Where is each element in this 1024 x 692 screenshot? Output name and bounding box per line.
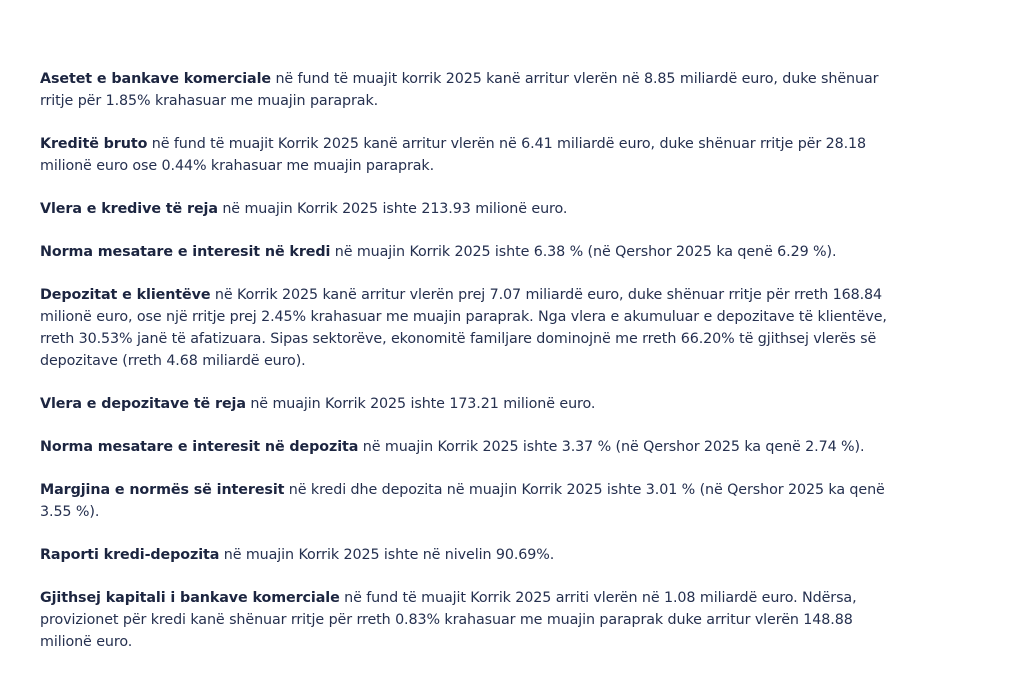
paragraph-heading: Depozitat e klientëve: [40, 287, 211, 303]
paragraph-loan-interest-rate: [40, 241, 900, 263]
paragraph-heading: Kreditë bruto: [40, 136, 148, 152]
paragraph-new-deposits: [40, 393, 900, 415]
paragraph-gross-loans: [40, 133, 900, 177]
paragraph-heading: Raporti kredi-depozita: [40, 547, 220, 563]
paragraph-client-deposits: [40, 284, 900, 372]
paragraph-heading: Asetet e bankave komerciale: [40, 71, 272, 87]
paragraph-text: në fund të muajit korrik 2025 kanë arritur vlerën në 8.85 miliardë euro, duke shënuar rritje për 1.85% krahasuar me muajin paraprak.: [40, 71, 879, 109]
paragraph-text: në muajin Korrik 2025 ishte në nivelin 90.69%.: [219, 547, 555, 563]
paragraph-text: në fund të muajit Korrik 2025 kanë arritur vlerën në 6.41 miliardë euro, duke shënuar rritje për 28.18 milionë euro ose 0.44% krahasuar me muajin paraprak.: [40, 136, 867, 174]
paragraph-heading: Norma mesatare e interesit në kredi: [40, 244, 331, 260]
article-body: [40, 68, 900, 674]
paragraph-interest-margin: [40, 479, 900, 523]
paragraph-text: në muajin Korrik 2025 ishte 3.37 % (në Qershor 2025 ka qenë 2.74 %).: [358, 439, 865, 455]
paragraph-text: në fund të muajit Korrik 2025 arriti vlerën në 1.08 miliardë euro. Ndërsa, provizionet për kredi kanë shënuar rritje për rreth 0.83% krahasuar me muajin paraprak duke arritur vlerën 148.88 milionë euro.: [40, 590, 857, 650]
paragraph-heading: Gjithsej kapitali i bankave komerciale: [40, 590, 340, 606]
paragraph-heading: Margjina e normës së interesit: [40, 482, 285, 498]
paragraph-heading: Vlera e depozitave të reja: [40, 396, 246, 412]
paragraph-bank-assets: [40, 68, 900, 112]
paragraph-heading: Vlera e kredive të reja: [40, 201, 218, 217]
paragraph-heading: Norma mesatare e interesit në depozita: [40, 439, 359, 455]
paragraph-new-loans: [40, 198, 900, 220]
paragraph-total-capital: [40, 587, 900, 653]
paragraph-deposit-interest-rate: [40, 436, 900, 458]
paragraph-text: në kredi dhe depozita në muajin Korrik 2025 ishte 3.01 % (në Qershor 2025 ka qenë 3.55 %).: [40, 482, 885, 520]
paragraph-text: në muajin Korrik 2025 ishte 6.38 % (në Qershor 2025 ka qenë 6.29 %).: [330, 244, 837, 260]
paragraph-text: në muajin Korrik 2025 ishte 213.93 milionë euro.: [217, 201, 568, 217]
paragraph-loan-deposit-ratio: [40, 544, 900, 566]
paragraph-text: në muajin Korrik 2025 ishte 173.21 milionë euro.: [245, 396, 596, 412]
paragraph-text: në Korrik 2025 kanë arritur vlerën prej 7.07 miliardë euro, duke shënuar rritje për rreth 168.84 milionë euro, ose një rritje prej 2.45% krahasuar me muajin paraprak. Nga vlera e akumuluar e depozitave të klientëve, rreth 30.53% janë të afatizuara. Sipas sektorëve, ekonomitë familjare dominojnë me rreth 66.20% të gjithsej vlerës së depozitave (rreth 4.68 miliardë euro).: [40, 287, 887, 369]
